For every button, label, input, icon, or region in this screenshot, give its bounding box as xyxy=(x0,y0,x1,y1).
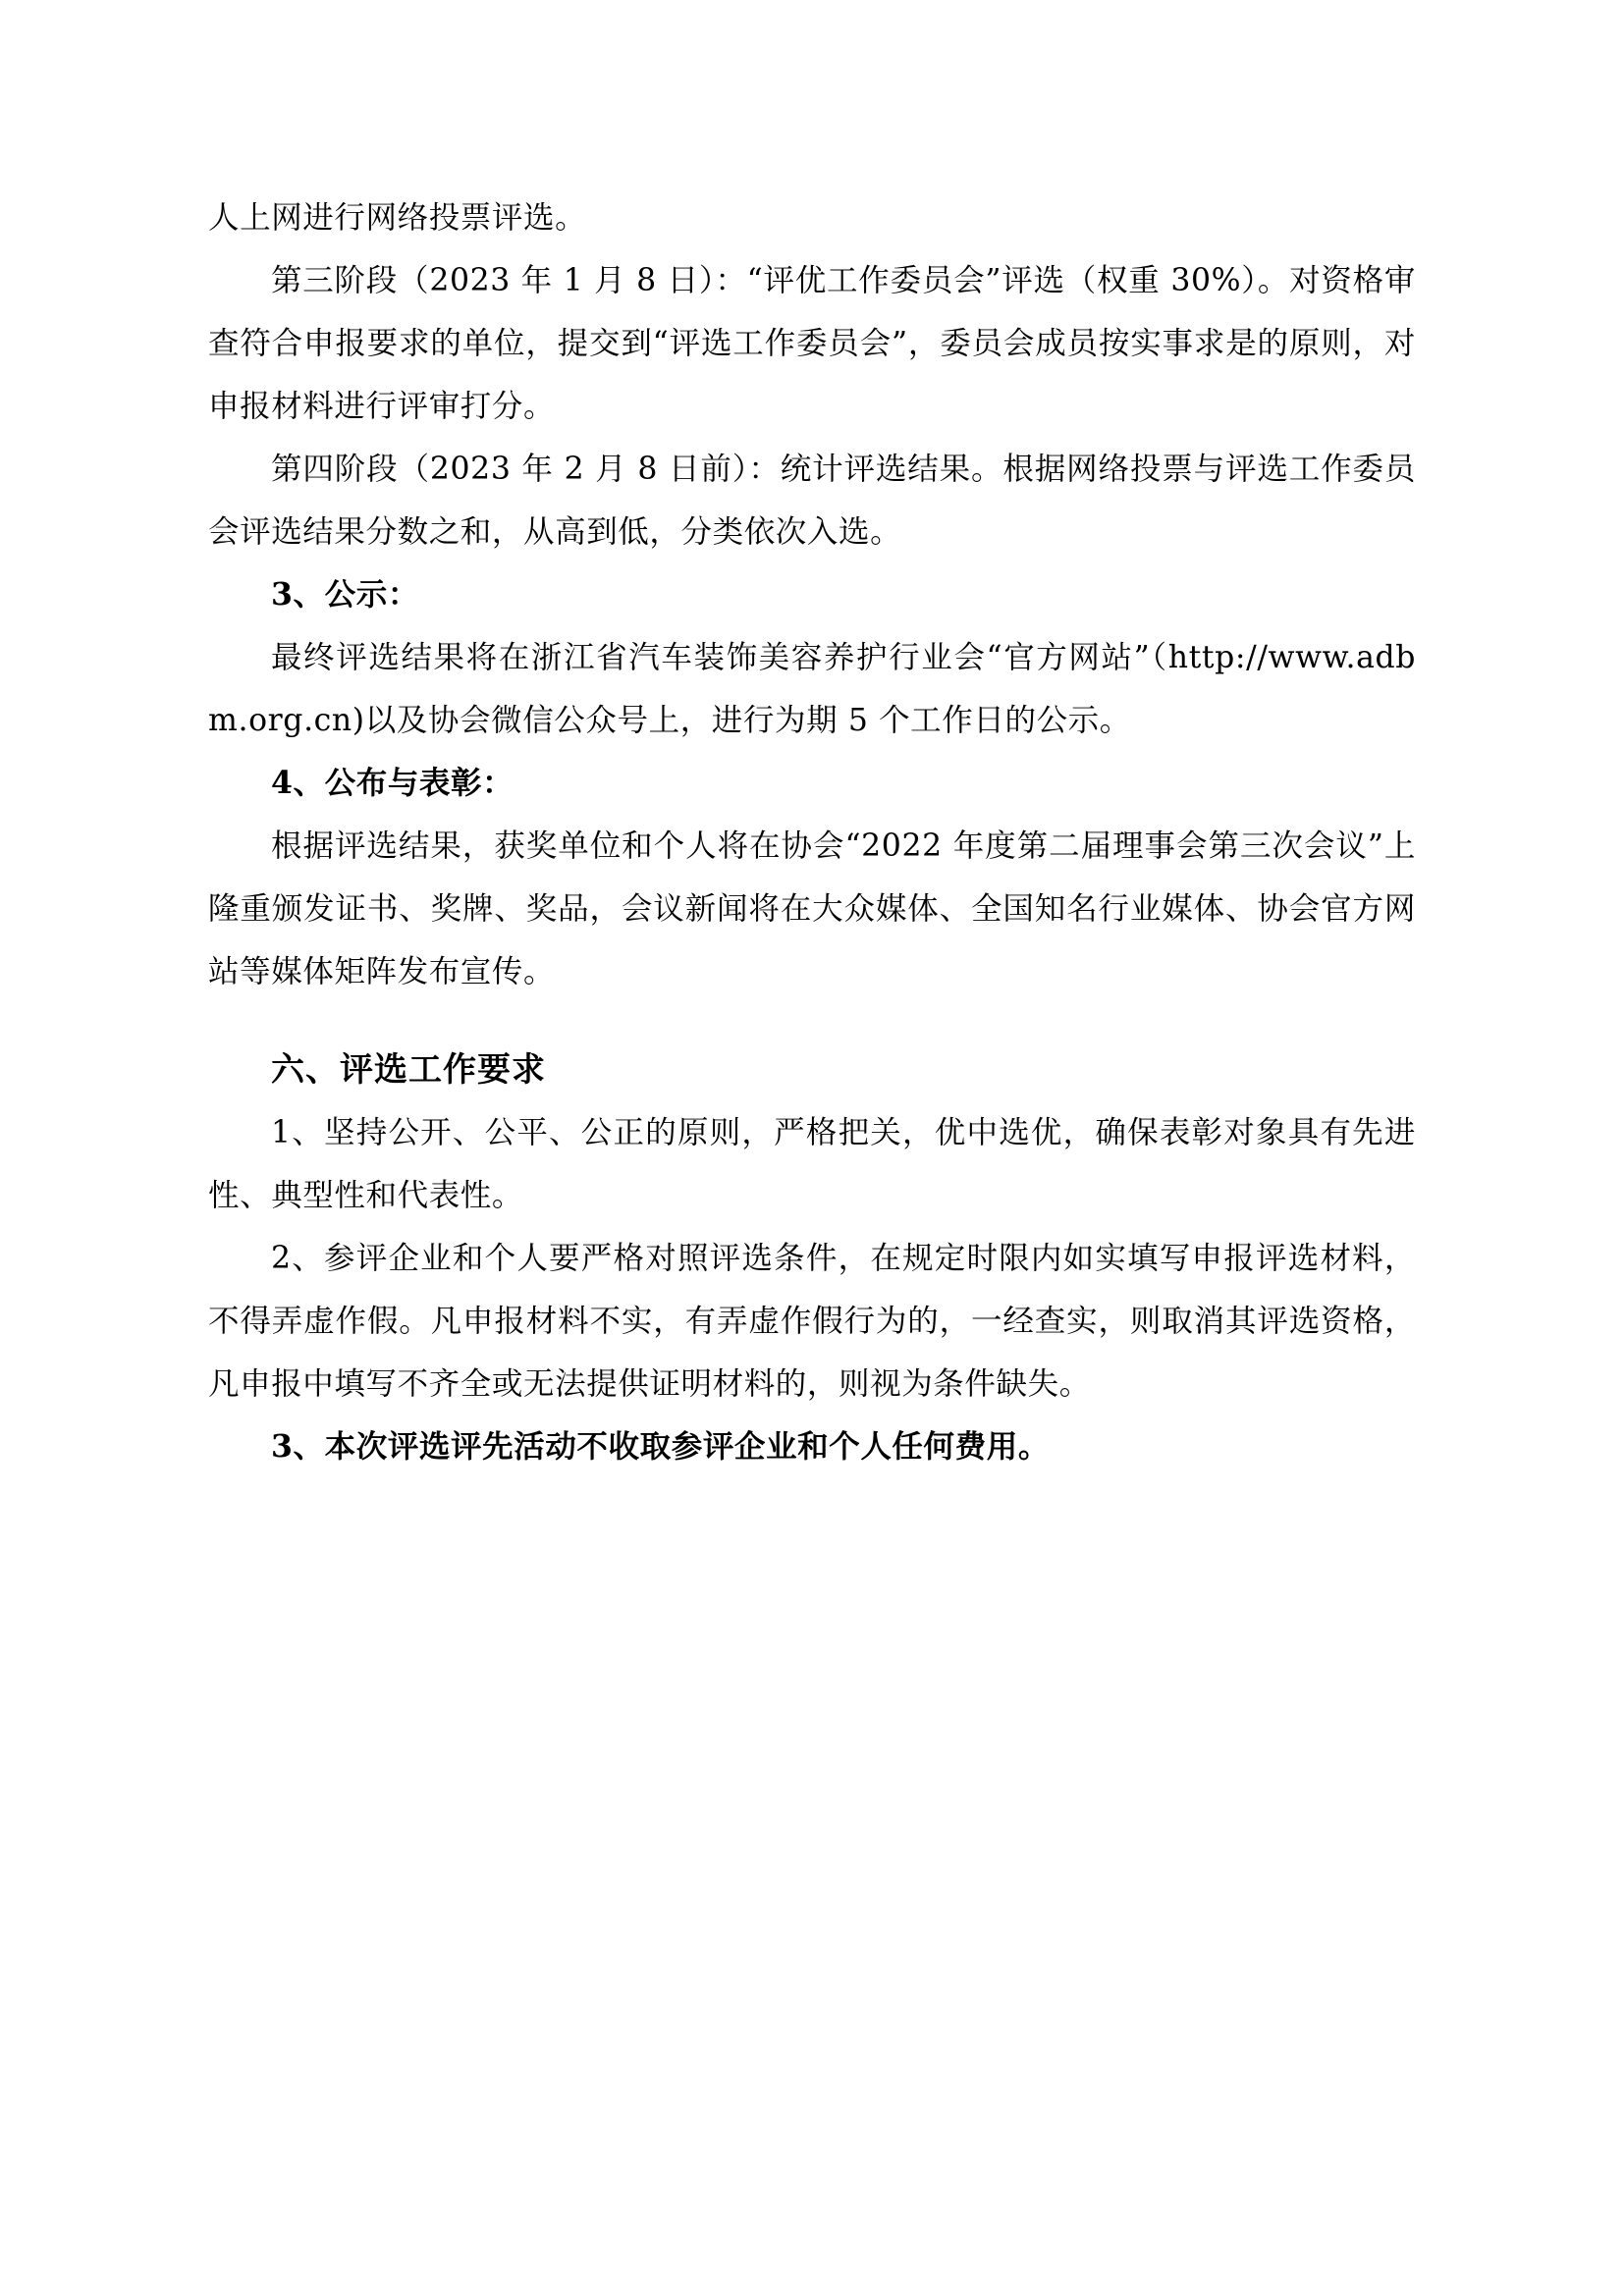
paragraph-stage-four: 第四阶段（2023 年 2 月 8 日前）：统计评选结果。根据网络投票与评选工作委员会评选结果分数之和，从高到低，分类依次入选。 xyxy=(208,452,1416,550)
paragraph-item-3-publicity-title: 3、公示： xyxy=(271,576,419,613)
paragraph-continued-line: 人上网进行网络投票评选。 xyxy=(208,200,587,236)
document-body xyxy=(208,187,1416,1478)
paragraph-publicity-body: 最终评选结果将在浙江省汽车装饰美容养护行业会“官方网站”（http://www.adbm.org.cn)以及协会微信公众号上，进行为期 5 个工作日的公示。 xyxy=(208,640,1416,738)
paragraph-item-4-announce-title: 4、公布与表彰： xyxy=(271,765,514,801)
spacer-before-section xyxy=(208,1003,1416,1039)
paragraph-requirement-1: 1、坚持公开、公平、公正的原则，严格把关，优中选优，确保表彰对象具有先进性、典型性和代表性。 xyxy=(208,1115,1416,1213)
paragraph-announce-body: 根据评选结果，获奖单位和个人将在协会“2022 年度第二届理事会第三次会议”上隆重颁发证书、奖牌、奖品，会议新闻将在大众媒体、全国知名行业媒体、协会官方网站等媒体矩阵发布宣传。 xyxy=(208,828,1416,989)
section-heading-six: 六、评选工作要求 xyxy=(271,1050,546,1090)
paragraph-stage-three: 第三阶段（2023 年 1 月 8 日）：“评优工作委员会”评选（权重 30%）。对资格审查符合申报要求的单位，提交到“评选工作委员会”，委员会成员按实事求是的原则，对申报材料进行评审打分。 xyxy=(208,263,1416,424)
paragraph-requirement-3: 3、本次评选评先活动不收取参评企业和个人任何费用。 xyxy=(271,1428,1050,1465)
paragraph-requirement-2: 2、参评企业和个人要严格对照评选条件，在规定时限内如实填写申报评选材料，不得弄虚作假。凡申报材料不实，有弄虚作假行为的，一经查实，则取消其评选资格，凡申报中填写不齐全或无法提供证明材料的，则视为条件缺失。 xyxy=(208,1241,1416,1402)
